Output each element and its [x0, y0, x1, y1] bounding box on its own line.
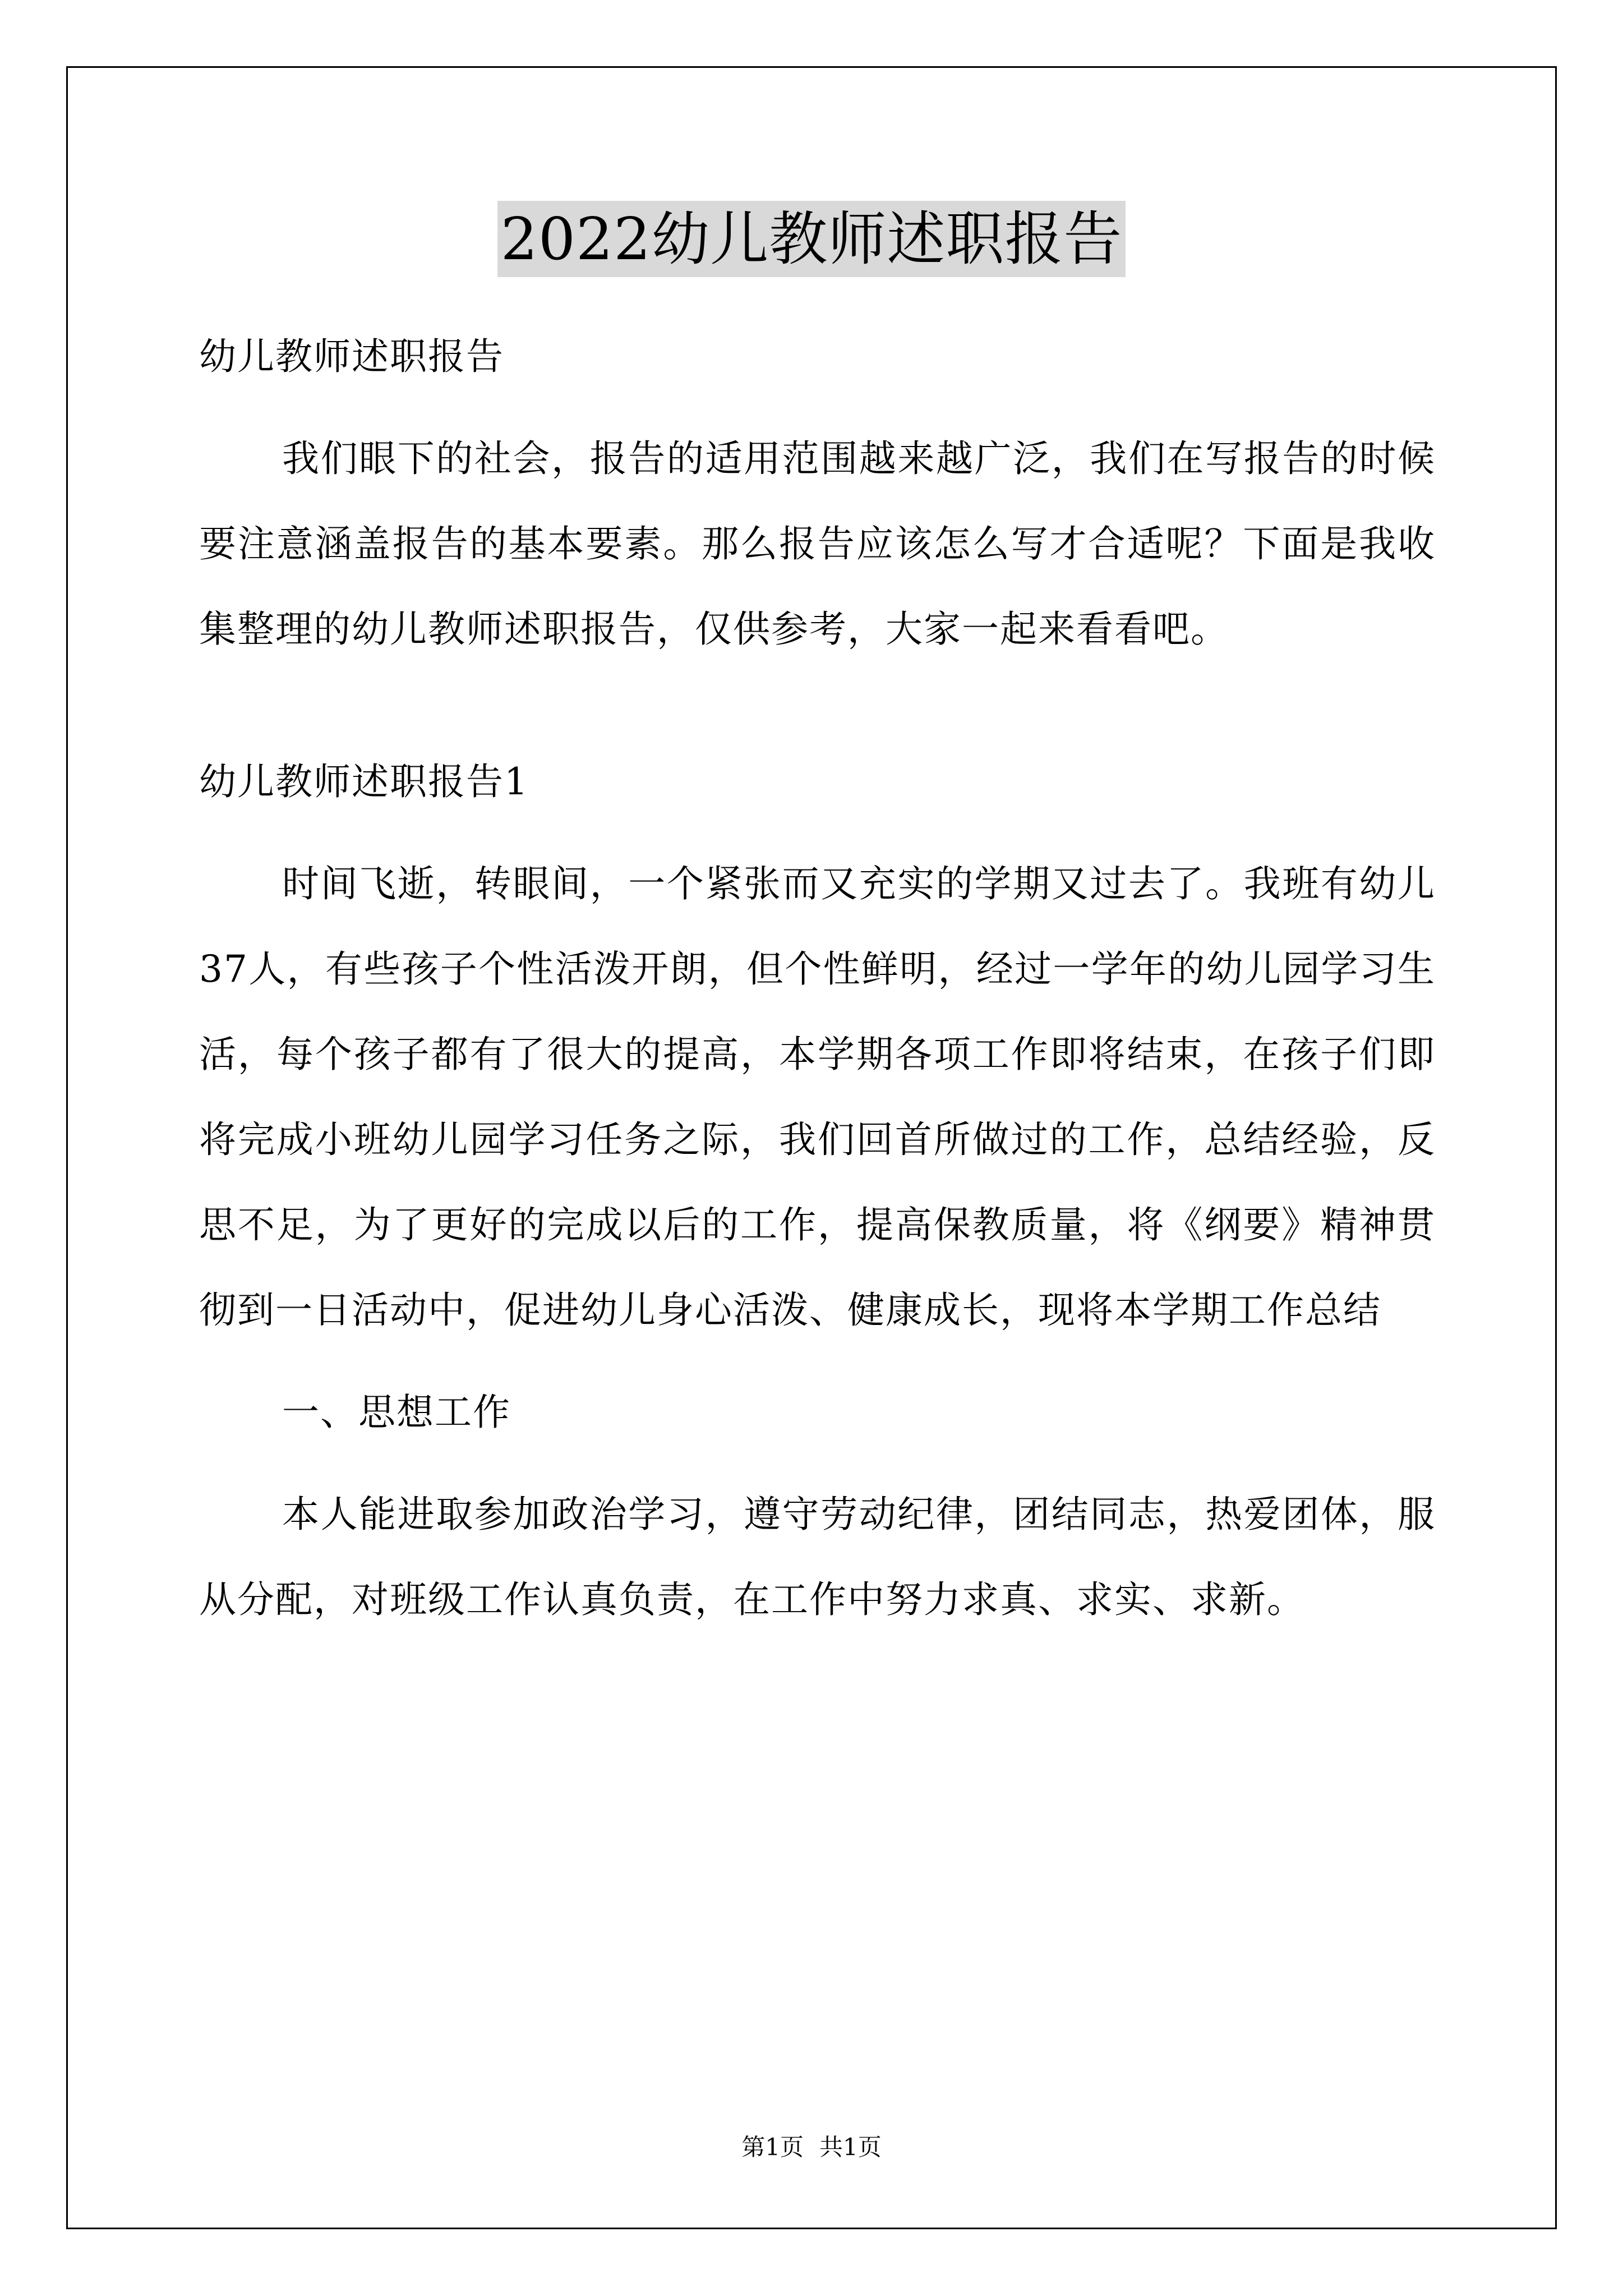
body-paragraph: 时间飞逝，转眼间，一个紧张而又充实的学期又过去了。我班有幼儿37人，有些孩子个性活泼开朗，但个性鲜明，经过一学年的幼儿园学习生活，每个孩子都有了很大的提高，本学期各项工作即将结束，在孩子们即将完成小班幼儿园学习任务之际，我们回首所做过的工作，总结经验，反思不足，为了更好的完成以后的工作，提高保教质量，将《纲要》精神贯彻到一日活动中，促进幼儿身心活泼、健康成长，现将本学期工作总结 [199, 862, 1436, 1332]
title-container [0, 201, 1623, 277]
section-heading: 幼儿教师述职报告1 [199, 760, 529, 803]
page-number-total: 共1页 [819, 2133, 882, 2161]
document-body [199, 314, 1436, 1642]
intro-paragraph: 我们眼下的社会，报告的适用范围越来越广泛，我们在写报告的时候要注意涵盖报告的基本要素。那么报告应该怎么写才合适呢？下面是我收集整理的幼儿教师述职报告，仅供参考，大家一起来看看吧。 [199, 437, 1436, 651]
document-title: 2022幼儿教师述职报告 [497, 201, 1126, 277]
document-subtitle: 幼儿教师述职报告 [199, 335, 504, 378]
spacer [199, 672, 1436, 739]
page-footer [0, 2132, 1623, 2163]
page-number-current: 第1页 [741, 2133, 804, 2161]
body-paragraph: 本人能进取参加政治学习，遵守劳动纪律，团结同志，热爱团体，服从分配，对班级工作认真负责，在工作中努力求真、求实、求新。 [199, 1493, 1436, 1621]
subheading: 一、思想工作 [282, 1391, 511, 1434]
